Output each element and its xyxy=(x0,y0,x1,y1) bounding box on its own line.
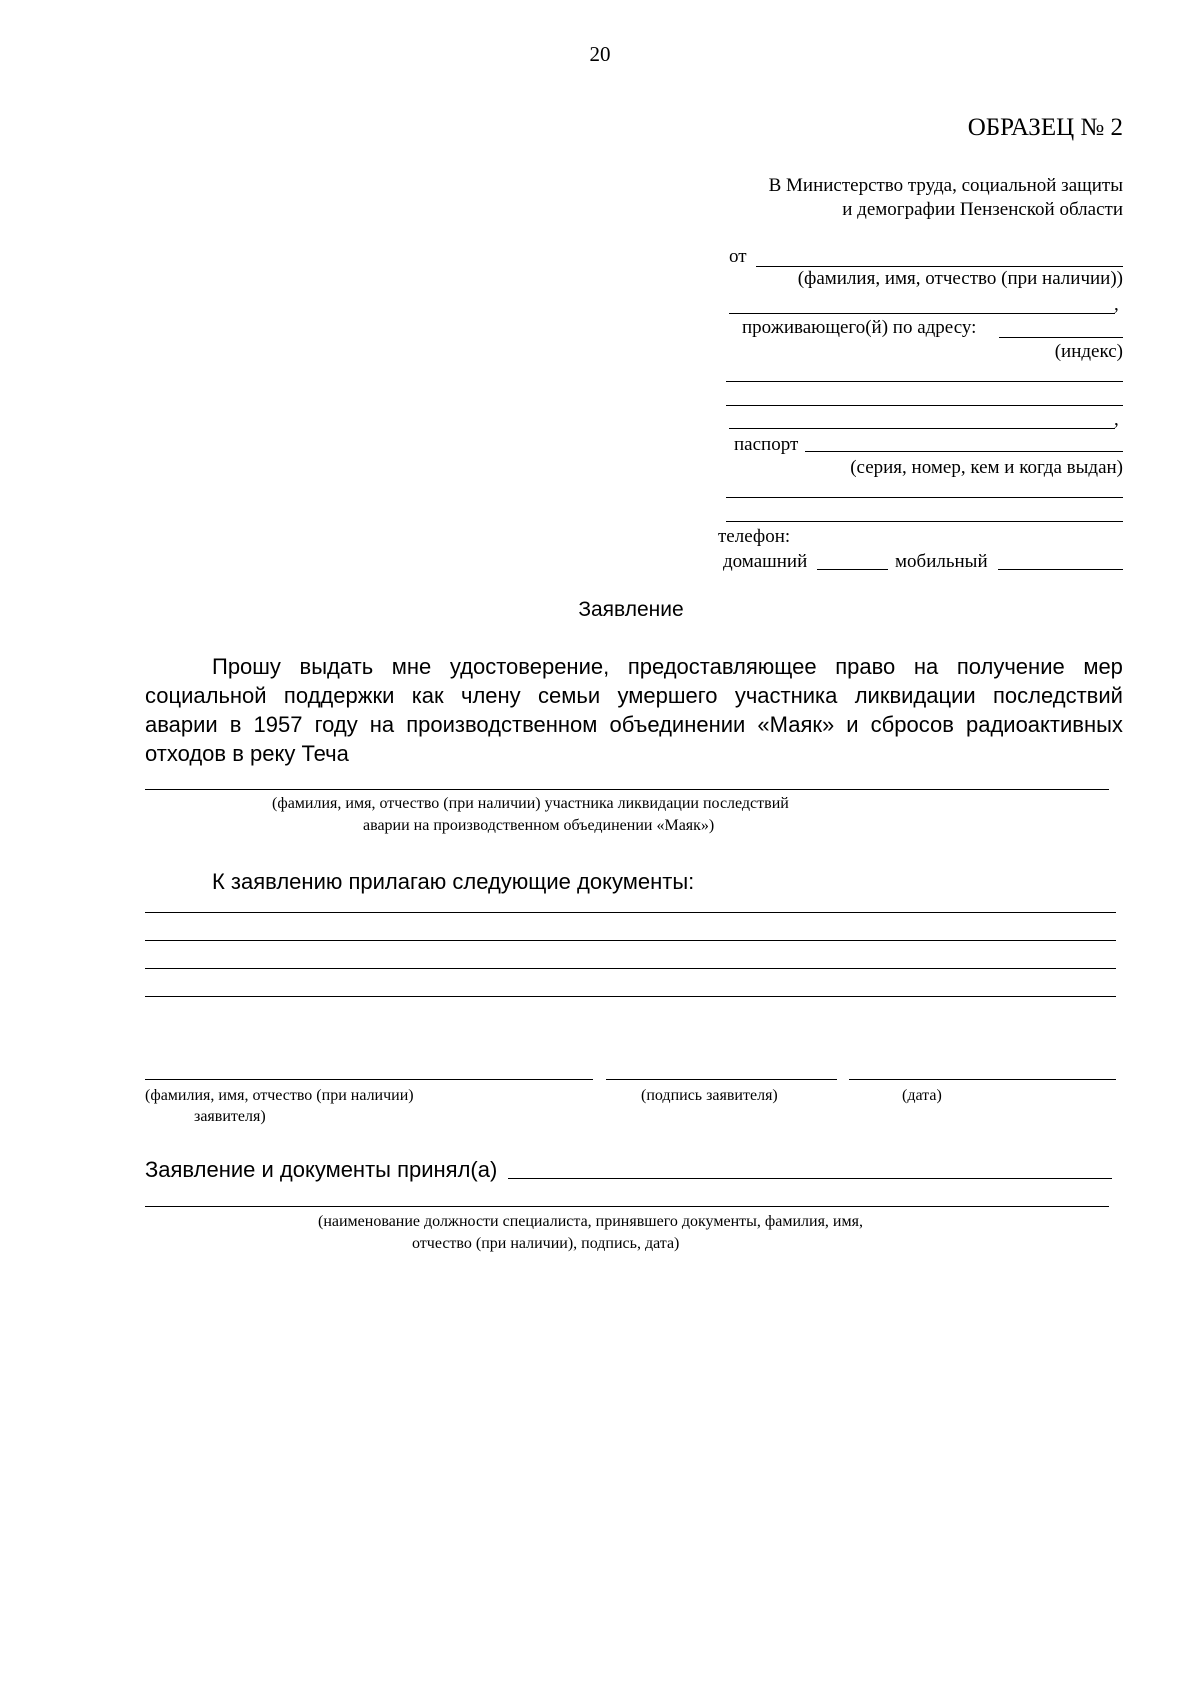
address-label: проживающего(й) по адресу: xyxy=(742,317,977,338)
accepted-by-field-2[interactable] xyxy=(145,1206,1109,1207)
attachment-field-3[interactable] xyxy=(145,968,1116,969)
accepted-caption-line-1: (наименование должности специалиста, принявшего документы, фамилия, имя, xyxy=(318,1213,863,1230)
passport-field-2[interactable] xyxy=(726,497,1123,498)
comma: , xyxy=(1114,294,1119,315)
address-field-3[interactable] xyxy=(729,428,1115,429)
request-line-2: социальной поддержки как члену семьи умершего участника ликвидации последствий xyxy=(145,683,1123,708)
address-field-1[interactable] xyxy=(726,381,1123,382)
passport-field[interactable] xyxy=(805,451,1123,452)
date-field[interactable] xyxy=(849,1079,1116,1080)
accepted-by-field[interactable] xyxy=(508,1178,1112,1179)
index-field[interactable] xyxy=(999,337,1123,338)
attachment-field-4[interactable] xyxy=(145,996,1116,997)
phone-home-field[interactable] xyxy=(817,569,888,570)
signature-fio-caption-line-2: заявителя) xyxy=(194,1108,266,1125)
document-title: Заявление xyxy=(578,598,684,621)
accepted-caption-line-2: отчество (при наличии), подпись, дата) xyxy=(412,1235,680,1252)
comma: , xyxy=(1114,409,1119,430)
passport-caption: (серия, номер, кем и когда выдан) xyxy=(850,457,1123,478)
deceased-name-field[interactable] xyxy=(145,789,1109,790)
request-line-1: Прошу выдать мне удостоверение, предоставляющее право на получение мер xyxy=(212,654,1123,679)
phone-home-label: домашний xyxy=(723,551,808,572)
accepted-label: Заявление и документы принял(а) xyxy=(145,1157,498,1182)
addressee-line-1: В Министерство труда, социальной защиты xyxy=(768,175,1123,196)
applicant-fio-signature-field[interactable] xyxy=(145,1079,593,1080)
phone-mobile-field[interactable] xyxy=(998,569,1123,570)
from-label: от xyxy=(729,246,747,267)
signature-fio-caption-line-1: (фамилия, имя, отчество (при наличии) xyxy=(145,1087,414,1104)
page-number: 20 xyxy=(589,42,611,66)
attachment-field-1[interactable] xyxy=(145,912,1116,913)
date-caption: (дата) xyxy=(902,1087,942,1104)
addressee-line-2: и демографии Пензенской области xyxy=(842,199,1123,220)
request-line-3: аварии в 1957 году на производственном объединении «Маяк» и сбросов радиоактивных xyxy=(145,712,1123,737)
signature-caption: (подпись заявителя) xyxy=(641,1087,778,1104)
attachments-label: К заявлению прилагаю следующие документы: xyxy=(212,869,695,894)
applicant-name-field-2[interactable] xyxy=(729,313,1115,314)
request-line-4: отходов в реку Теча xyxy=(145,741,349,766)
phone-mobile-label: мобильный xyxy=(895,551,988,572)
fio-caption: (фамилия, имя, отчество (при наличии)) xyxy=(797,268,1123,289)
attachment-field-2[interactable] xyxy=(145,940,1116,941)
passport-field-3[interactable] xyxy=(726,521,1123,522)
sample-label: ОБРАЗЕЦ № 2 xyxy=(967,114,1123,141)
applicant-signature-field[interactable] xyxy=(606,1079,837,1080)
phone-label: телефон: xyxy=(718,526,791,547)
passport-label: паспорт xyxy=(734,434,799,455)
index-caption: (индекс) xyxy=(1054,341,1123,362)
address-field-2[interactable] xyxy=(726,405,1123,406)
applicant-name-field[interactable] xyxy=(756,266,1123,267)
deceased-caption-line-2: аварии на производственном объединении «Маяк») xyxy=(363,817,715,834)
deceased-caption-line-1: (фамилия, имя, отчество (при наличии) участника ликвидации последствий xyxy=(272,795,789,812)
